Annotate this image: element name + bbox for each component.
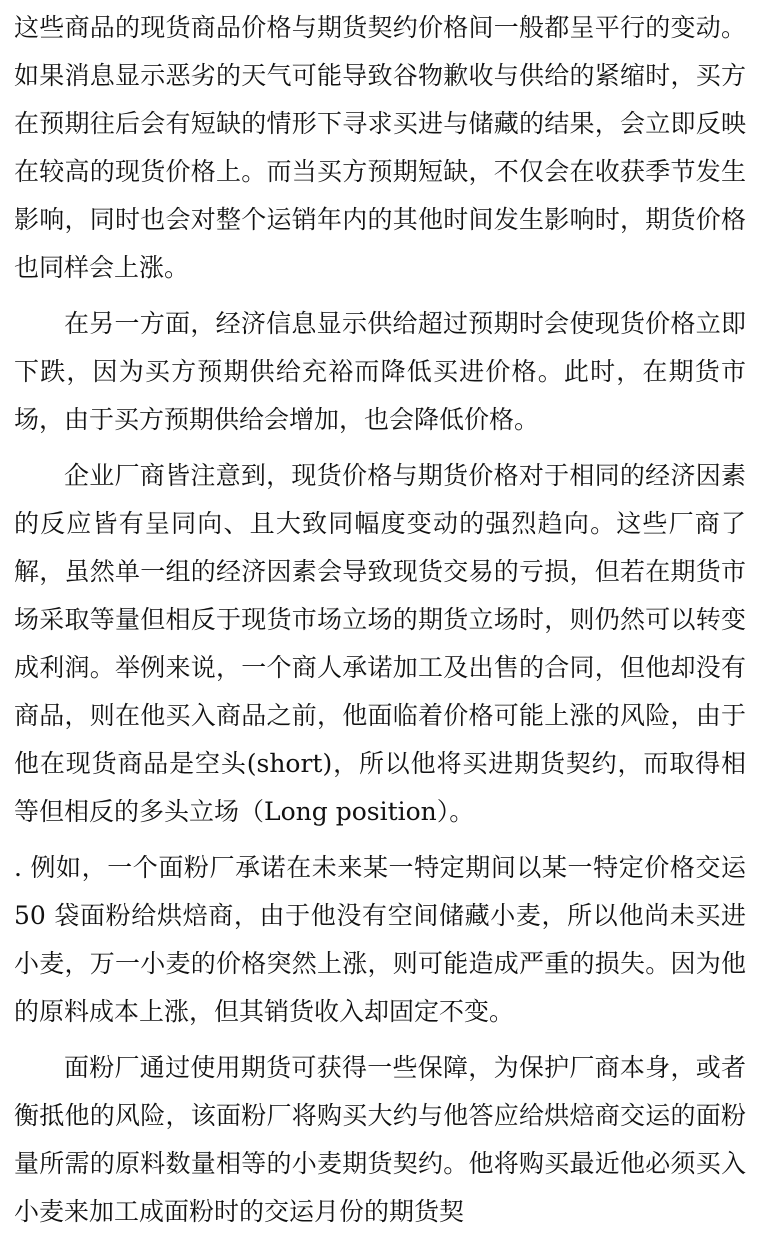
paragraph-flour-mill-hedge: 面粉厂通过使用期货可获得一些保障，为保护厂商本身，或者衡抵他的风险，该面粉厂将购买大约与他答应给烘焙商交运的面粉量所需的原料数量相等的小麦期货契约。他将购买最近他必须买入小麦来加工成面粉时的交运月份的期货契 <box>14 1053 746 1226</box>
paragraph-gap <box>14 836 746 844</box>
paragraph-gap <box>14 1036 746 1044</box>
paragraph-price-movement: 这些商品的现货商品价格与期货契约价格间一般都呈平行的变动。如果消息显示恶劣的天气可能导致谷物歉收与供给的紧缩时，买方在预期往后会有短缺的情形下寻求买进与储藏的结果，会立即反映在较高的现货价格上。而当买方预期短缺，不仅会在收获季节发生影响，同时也会对整个运销年内的其他时间发生影响时，期货价格也同样会上涨。 <box>14 13 746 282</box>
paragraph-flour-mill-example: . 例如，一个面粉厂承诺在未来某一特定期间以某一特定价格交运 50 袋面粉给烘焙商，由于他没有空间储藏小麦，所以他尚未买进小麦，万一小麦的价格突然上涨，则可能造成严重的损失。因为他的原料成本上涨，但其销货收入却固定不变。 <box>14 853 746 1026</box>
paragraph-supply-excess: 在另一方面，经济信息显示供给超过预期时会使现货价格立即下跌，因为买方预期供给充裕而降低买进价格。此时，在期货市场，由于买方预期供给会增加，也会降低价格。 <box>14 309 746 434</box>
paragraph-gap <box>14 292 746 300</box>
paragraph-hedging-principle: 企业厂商皆注意到，现货价格与期货价格对于相同的经济因素的反应皆有呈同向、且大致同幅度变动的强烈趋向。这些厂商了解，虽然单一组的经济因素会导致现货交易的亏损，但若在期货市场采取等量但相反于现货市场立场的期货立场时，则仍然可以转变成利润。举例来说，一个商人承诺加工及出售的合同，但他却没有商品，则在他买入商品之前，他面临着价格可能上涨的风险，由于他在现货商品是空头(short)，所以他将买进期货契约，而取得相等但相反的多头立场（Long position）。 <box>14 461 746 826</box>
document-page <box>14 4 746 1236</box>
paragraph-gap <box>14 444 746 452</box>
